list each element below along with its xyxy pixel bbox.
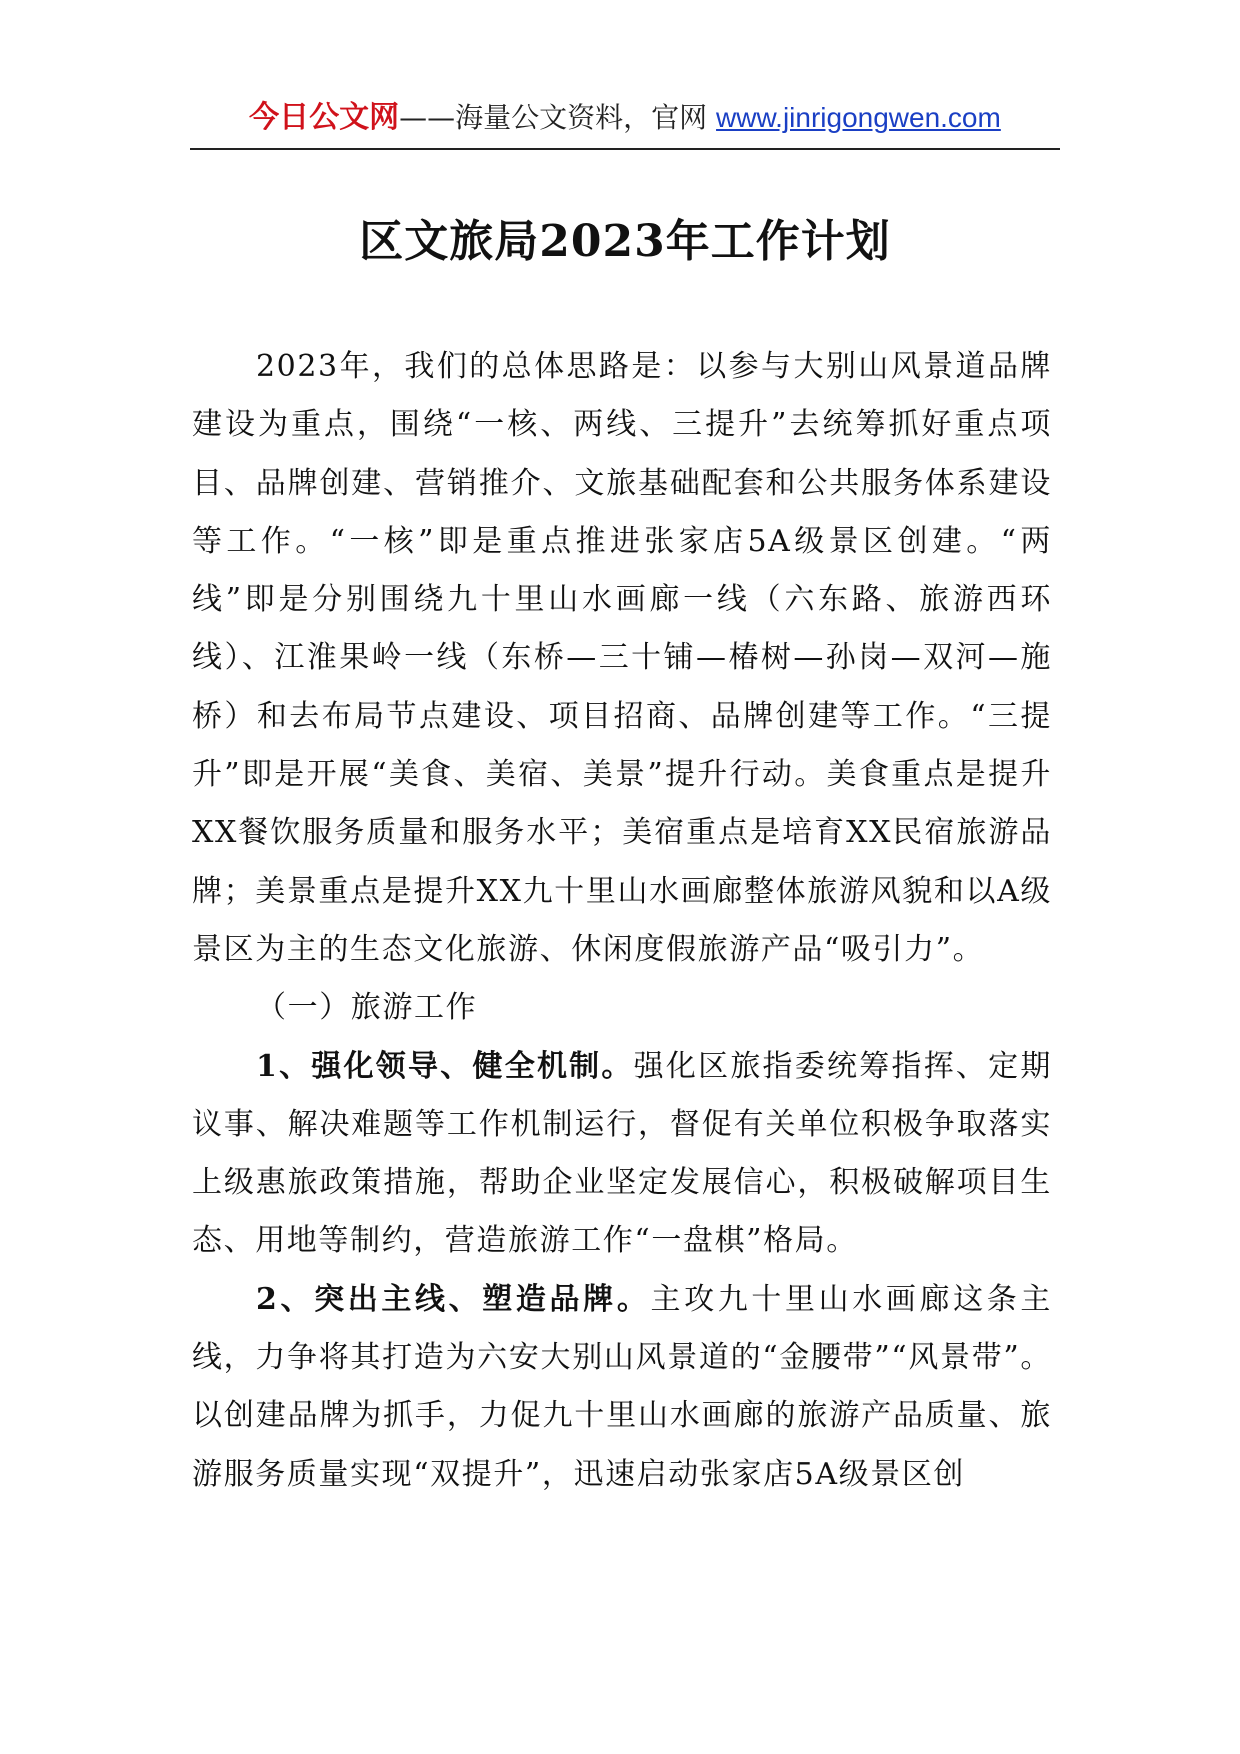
page-header [190, 96, 1060, 150]
item-heading-2: 2、突出主线、塑造品牌。 [256, 1281, 651, 1317]
site-brand: 今日公文网 [249, 100, 400, 135]
site-slogan: ——海量公文资料，官网 [399, 101, 717, 134]
document-body [192, 338, 1052, 1504]
section-heading: （一）旅游工作 [256, 990, 478, 1026]
item-paragraph-1 [192, 1038, 1052, 1271]
item-text-2: 主攻九十里山水画廊这条主线，力争将其打造为六安大别山风景道的“金腰带”“风景带”。以创建品牌为抓手，力促九十里山水画廊的旅游产品质量、旅游服务质量实现“双提升”，迅速启动张家店5A级景区创 [192, 1281, 1052, 1492]
intro-paragraph: 2023年，我们的总体思路是：以参与大别山风景道品牌建设为重点，围绕“一核、两线、三提升”去统筹抓好重点项目、品牌创建、营销推介、文旅基础配套和公共服务体系建设等工作。“一核”即是重点推进张家店5A级景区创建。“两线”即是分别围绕九十里山水画廊一线（六东路、旅游西环线）、江淮果岭一线（东桥—三十铺—椿树—孙岗—双河—施桥）和去布局节点建设、项目招商、品牌创建等工作。“三提升”即是开展“美食、美宿、美景”提升行动。美食重点是提升XX餐饮服务质量和服务水平；美宿重点是培育XX民宿旅游品牌；美景重点是提升XX九十里山水画廊整体旅游风貌和以A级景区为主的生态文化旅游、休闲度假旅游产品“吸引力”。 [192, 349, 1052, 967]
item-paragraph-2 [192, 1271, 1052, 1504]
site-url-link[interactable]: www.jinrigongwen.com [716, 102, 1001, 133]
item-text-1: 强化区旅指委统筹指挥、定期议事、解决难题等工作机制运行，督促有关单位积极争取落实上级惠旅政策措施，帮助企业坚定发展信心，积极破解项目生态、用地等制约，营造旅游工作“一盘棋”格局。 [192, 1048, 1052, 1259]
document-title: 区文旅局2023年工作计划 [359, 216, 891, 267]
item-heading-1: 1、强化领导、健全机制。 [256, 1048, 634, 1084]
